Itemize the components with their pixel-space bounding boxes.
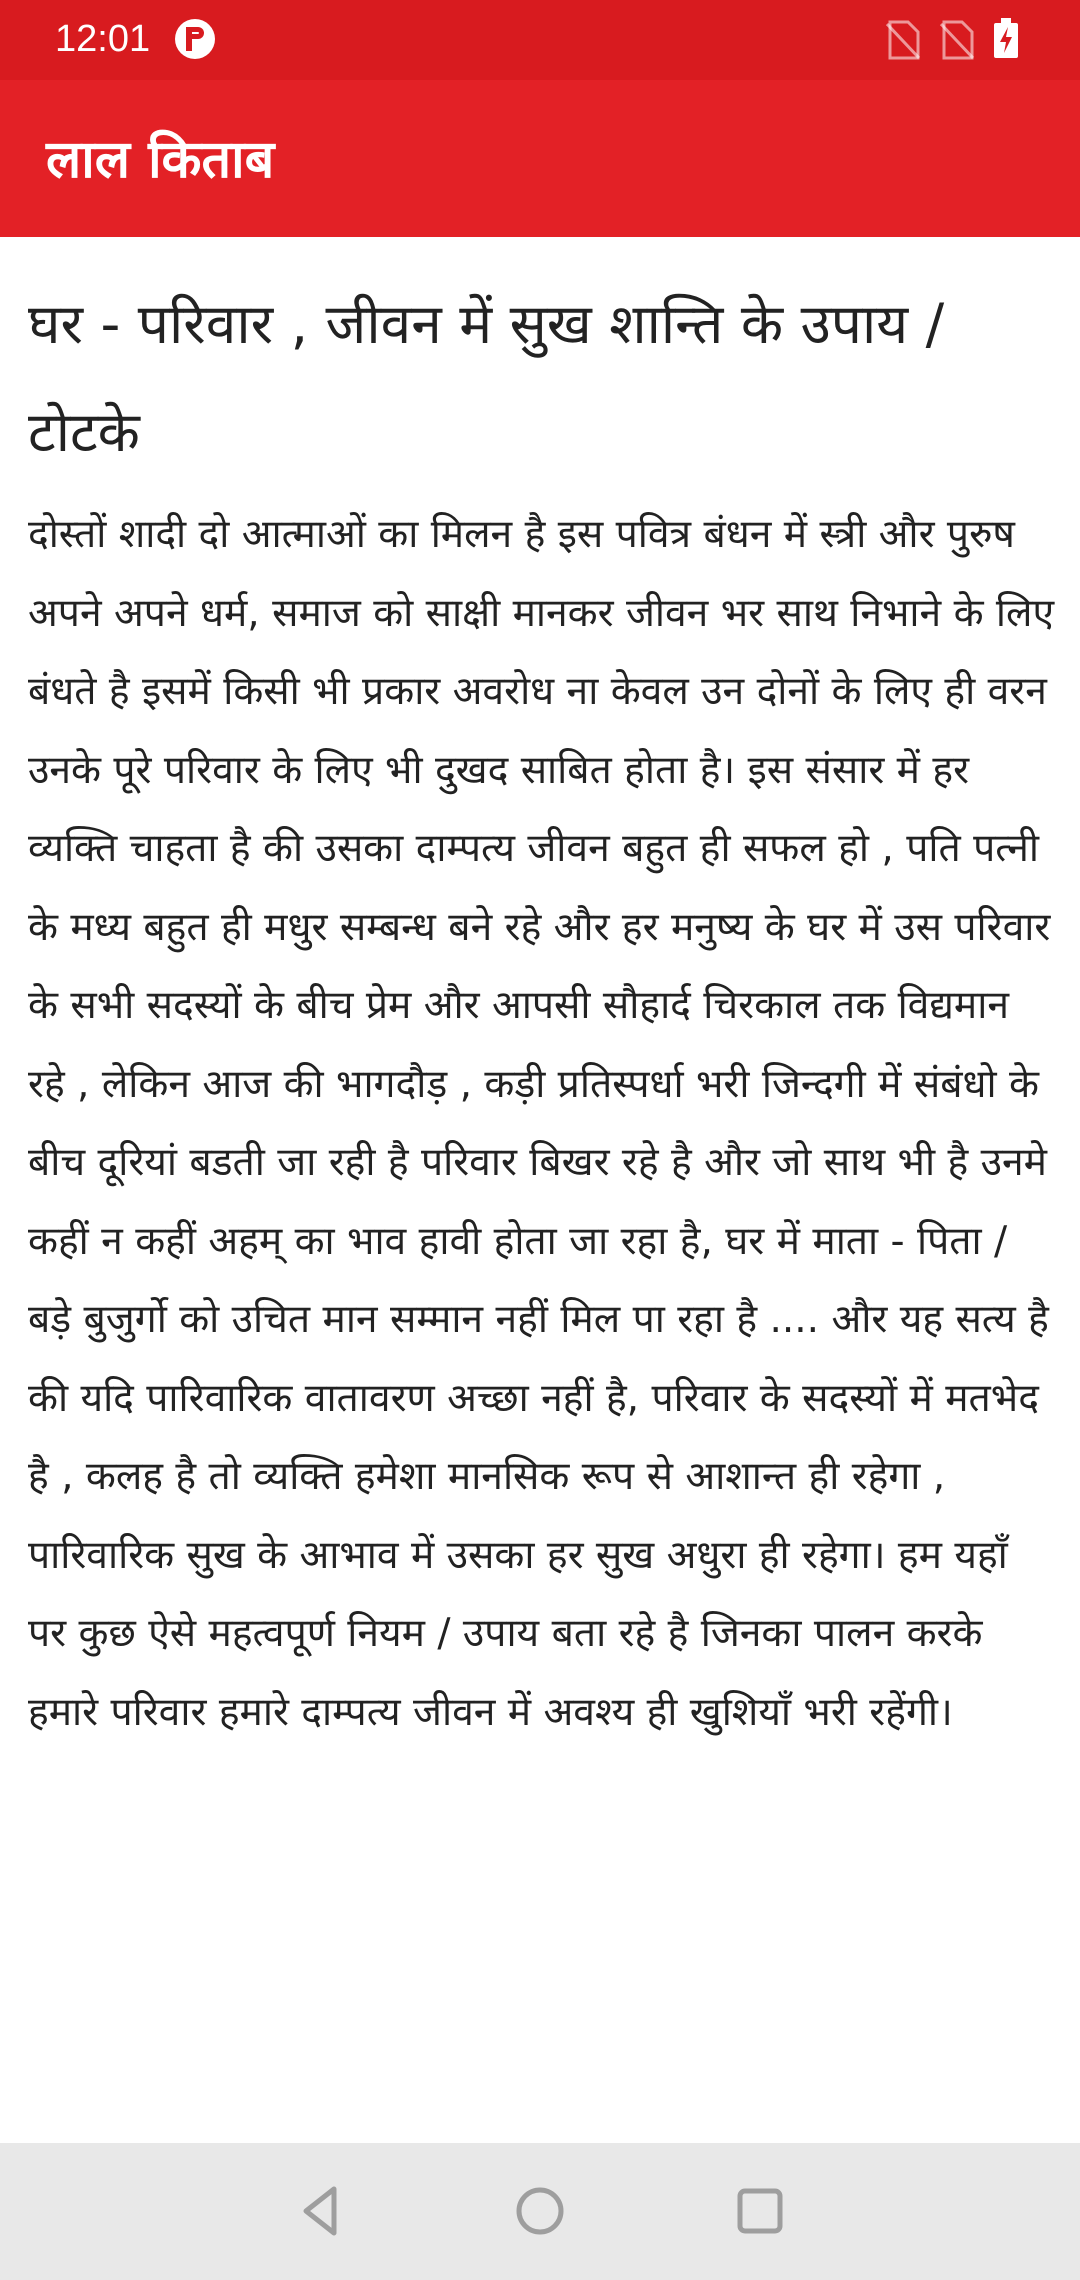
article-body: दोस्तों शादी दो आत्माओं का मिलन है इस पवित्र बंधन में स्त्री और पुरुष अपने अपने धर्म, समाज को साक्षी मानकर जीवन भर साथ निभाने के लिए बंधते है इसमें किसी भी प्रकार अवरोध ना केवल उन दोनों के लिए ही वरन उनके पूरे परिवार के लिए भी दुखद साबित होता है। इस संसार में हर व्यक्ति चाहता है की उसका दाम्पत्य जीवन बहुत ही सफल हो , पति पत्नी के मध्य बहुत ही मधुर सम्बन्ध बने रहे और हर मनुष्य के घर में उस परिवार के सभी सदस्यों के बीच प्रेम और आपसी सौहार्द चिरकाल तक विद्यमान रहे , लेकिन आज की भागदौड़ , कड़ी प्रतिस्पर्धा भरी जिन्दगी में संबंधो के बीच दूरियां बडती जा रही है परिवार बिखर रहे है और जो साथ भी है उनमे कहीं न कहीं अहम् का भाव हावी होता जा रहा है, घर में माता - पिता / बड़े बुजुर्गो को उचित मान सम्मान नहीं मिल पा रहा है .... और यह सत्य है की यदि पारिवारिक वातावरण अच्छा नहीं है, परिवार के सदस्यों में मतभेद है , कलह है तो व्यक्ति हमेशा मानसिक रूप से आशान्त ही रहेगा , पारिवारिक सुख के आभाव में उसका हर सुख अधुरा ही रहेगा। हम यहाँ पर कुछ ऐसे महत्वपूर्ण नियम / उपाय बता रहे है जिनका पालन करके हमारे परिवार हमारे दाम्पत्य जीवन में अवश्य ही खुशियाँ भरी रहेंगी। bbox=[28, 512, 1055, 1735]
status-bar bbox=[0, 0, 1080, 80]
app-notification-icon bbox=[175, 19, 215, 59]
app-bar bbox=[0, 80, 1080, 237]
back-icon[interactable] bbox=[290, 2179, 354, 2243]
status-time: 12:01 bbox=[55, 18, 151, 60]
article-content bbox=[28, 270, 1058, 1752]
recents-icon[interactable] bbox=[728, 2179, 792, 2243]
no-sim-icon bbox=[940, 20, 974, 60]
no-sim-icon bbox=[886, 20, 920, 60]
battery-charging-icon bbox=[992, 18, 1020, 60]
article-title: घर - परिवार , जीवन में सुख शान्ति के उपाय / टोटके bbox=[28, 292, 945, 464]
home-icon[interactable] bbox=[508, 2179, 572, 2243]
app-title: लाल किताब bbox=[46, 130, 275, 190]
navigation-bar bbox=[0, 2143, 1080, 2280]
